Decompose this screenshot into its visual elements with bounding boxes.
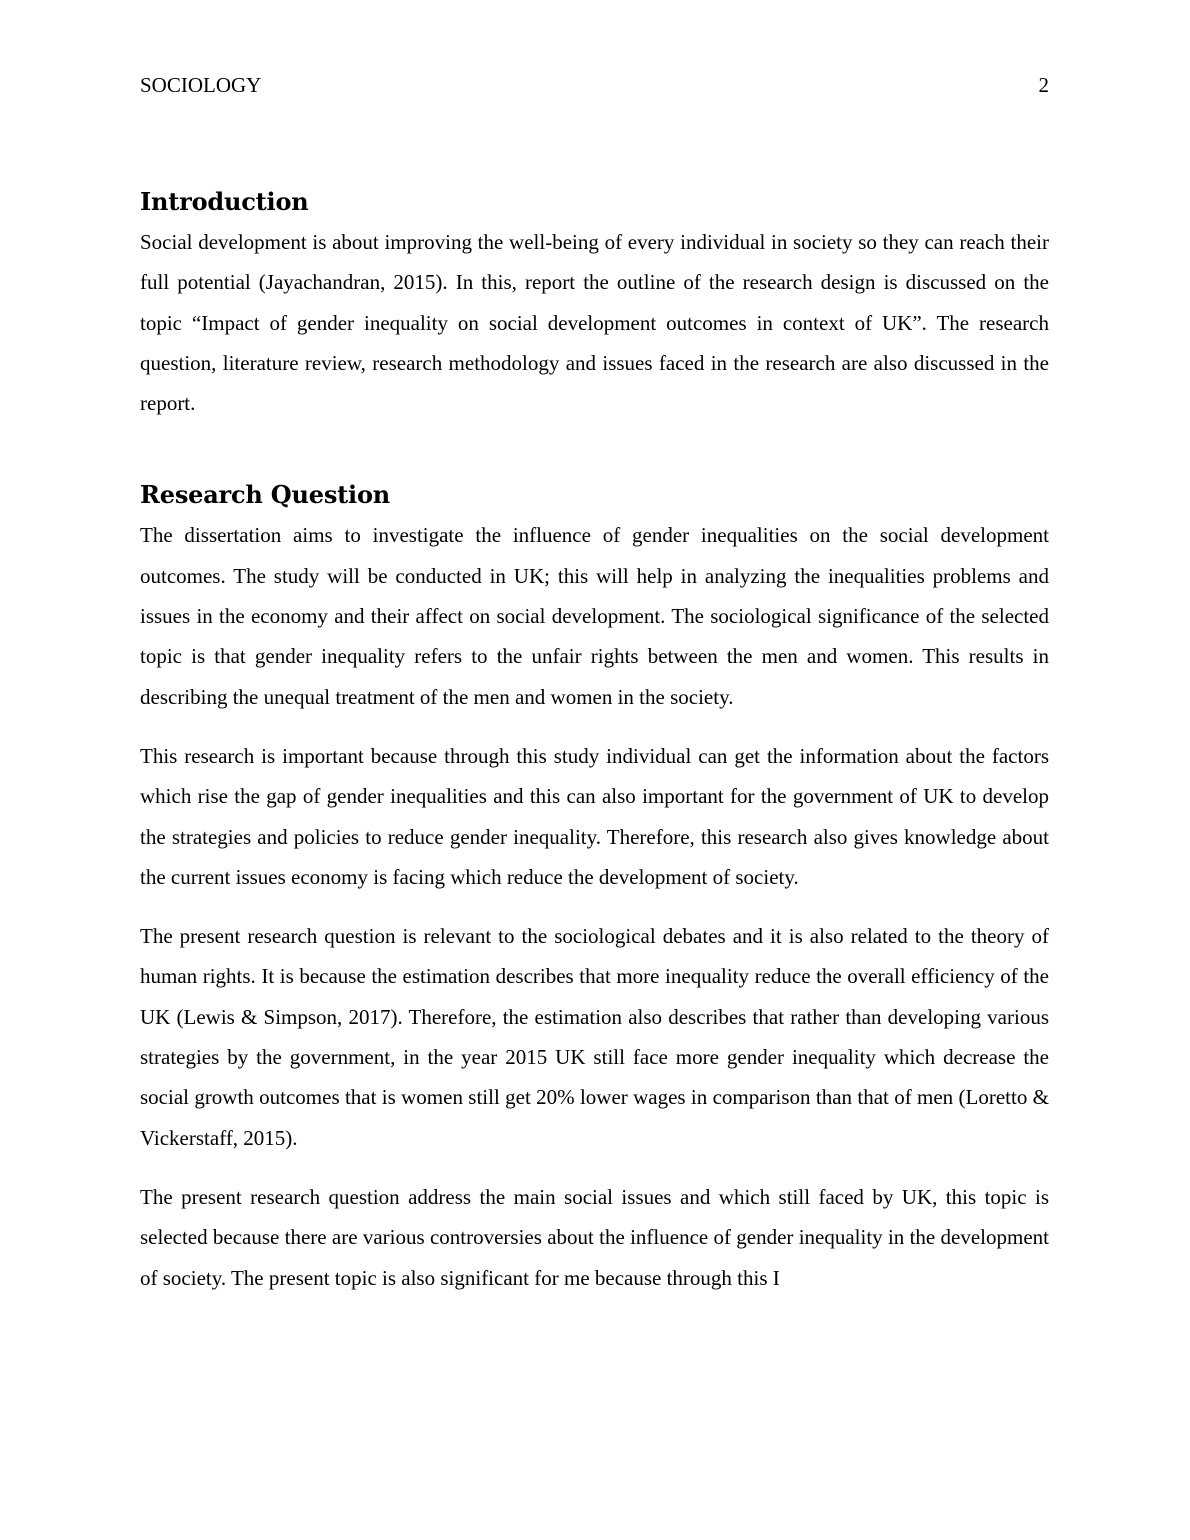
paragraph: The dissertation aims to investigate the influence of gender inequalities on the social development outcomes. The study will be conducted in UK; this will help in analyzing the inequalities problems and issues in the economy and their affect on social development. The sociological significance of the selected topic is that gender inequality refers to the unfair rights between the men and women. This results in describing the unequal treatment of the men and women in the society.	[140, 523, 1049, 709]
running-title: SOCIOLOGY	[140, 73, 262, 97]
running-header	[140, 70, 1049, 100]
section-research-question	[140, 477, 1049, 1297]
page-number: 2	[1038, 73, 1049, 97]
document-body	[140, 184, 1049, 1317]
section-heading-introduction: Introduction	[140, 187, 309, 216]
paragraph: This research is important because through this study individual can get the information about the factors which rise the gap of gender inequalities and this can also important for the government of UK to develop the strategies and policies to reduce gender inequality. Therefore, this research also gives knowledge about the current issues economy is facing which reduce the development of society.	[140, 743, 1049, 889]
paragraph: The present research question address the main social issues and which still faced by UK, this topic is selected because there are various controversies about the influence of gender inequality in the development of society. The present topic is also significant for me because through this I	[140, 1184, 1049, 1290]
section-introduction	[140, 184, 1049, 423]
paragraph: Social development is about improving the well-being of every individual in society so they can reach their full potential (Jayachandran, 2015). In this, report the outline of the research design is discussed on the topic “Impact of gender inequality on social development outcomes in context of UK”. The research question, literature review, research methodology and issues faced in the research are also discussed in the report.	[140, 230, 1049, 416]
section-spacer	[140, 442, 1049, 477]
paragraph: The present research question is relevant to the sociological debates and it is also related to the theory of human rights. It is because the estimation describes that more inequality reduce the overall efficiency of the UK (Lewis & Simpson, 2017). Therefore, the estimation also describes that rather than developing various strategies by the government, in the year 2015 UK still face more gender inequality which decrease the social growth outcomes that is women still get 20% lower wages in comparison than that of men (Loretto & Vickerstaff, 2015).	[140, 924, 1049, 1150]
section-heading-research-question: Research Question	[140, 480, 391, 510]
